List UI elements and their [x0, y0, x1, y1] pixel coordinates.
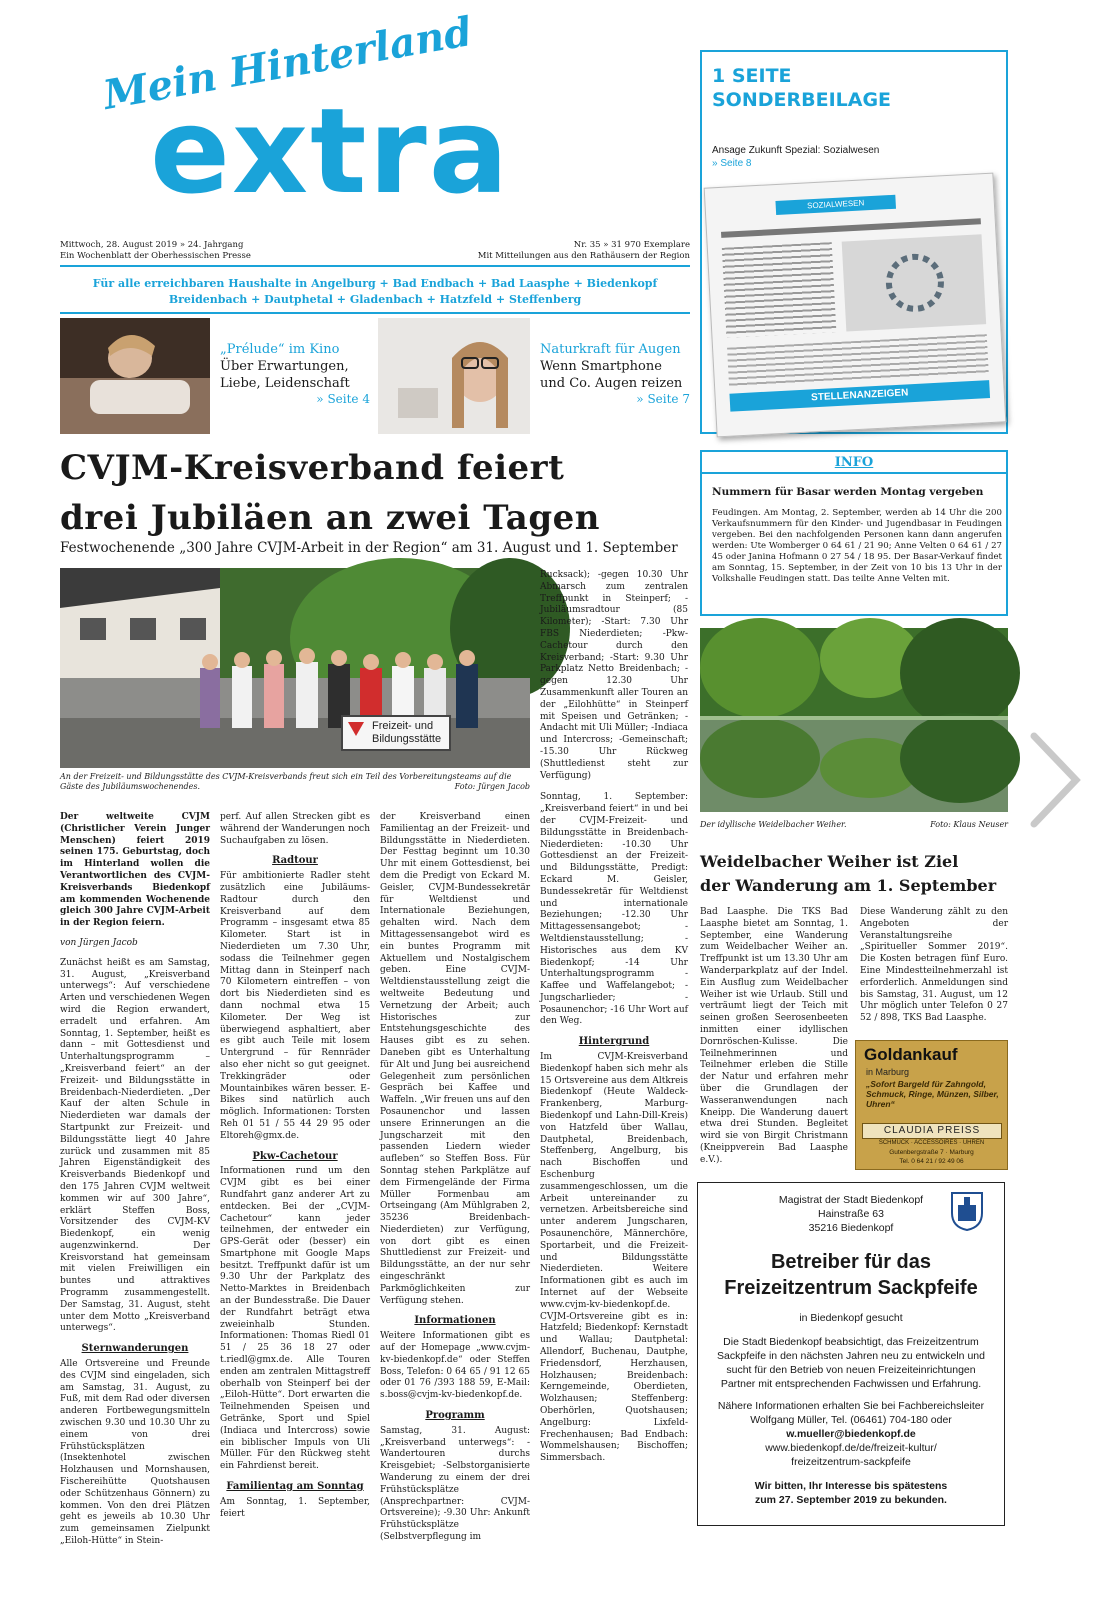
- body-paragraph: Informationen rund um den CVJM gibt es bei einer Rundfahrt ganz anderer Art zu entdecken. Bei der „CVJM-Cachetour“ kann jeder teilnehmen, der entweder ein GPS-Gerät oder (besser) ein Smartphone mit Google Maps besitzt. Treffpunkt dafür ist um 9.30 Uhr der Parkplatz des Netto-Marktes in Breidenbach an der Bundesstraße. Die Dauer der Rundfahrt beträgt etwa zweieinhalb Stunden. Informationen: Thomas Riedl 01 51 / 25 36 18 27 oder t.riedl@gmx.de. Alle Touren enden am zentralen Mittagstreff oberhalb von Steinperf bei der „Eiloh-Hütte“. Dort erwarten die Teilnehmenden Speisen und Getränke, Sport und Spiel (Indiaca und Intercross) sowie ein biblischer Impuls von Uli Müller. Für den Rückweg steht ein Fahrdienst bereit.: [220, 1166, 370, 1472]
- goldankauf-ad[interactable]: [855, 1040, 1008, 1170]
- lead-paragraph: Der weltweite CVJM (Christlicher Verein Junger Menschen) feiert 2019 seinen 175. Geburtstag, doch im Hinterland wollen die Verantwortlichen des CVJM-Kreisverbands Biedenkopf am kommenden Wochenende gleich 300 Jahre CVJM-Arbeit in der Region feiern.: [60, 812, 210, 929]
- region-line-2: Breidenbach + Dautphetal + Gladenbach + Hatzfeld + Steffenberg: [168, 293, 582, 306]
- paper-subtitle: Ein Wochenblatt der Oberhessischen Presse: [60, 251, 251, 261]
- section-heading: Programm: [425, 1410, 485, 1422]
- section-heading: Informationen: [414, 1315, 496, 1327]
- teaser-title: Wenn Smartphone und Co. Augen reizen: [540, 359, 683, 391]
- teaser-link[interactable]: » Seite 4: [316, 392, 370, 406]
- weiher-photo-image: [700, 628, 1008, 812]
- info-heading: Nummern für Basar werden Montag vergeben: [712, 486, 984, 498]
- section-heading: Radtour: [272, 855, 318, 867]
- info-body: Feudingen. Am Montag, 2. September, werden ab 14 Uhr die 200 Verkaufsnummern für den Kinder- und Jugendbasar in Feudingen vergeben. Bei den nachfolgenden Personen kann dann angerufen werden: Ute Womberger 0 64 61 / 21 90; Anne Velten 0 64 61 / 27 45 oder Janina Hofmann 0 27 54 / 18 95. Der Basar-Verkauf findet am Sonntag, 15. September, in der Zeit von 10 bis 13 Uhr in der Volkshalle Feudingen statt. Das teilte Anne Velten mit.: [712, 508, 1002, 584]
- photo-credit: Foto: Jürgen Jacob: [454, 782, 530, 791]
- ad-url-1[interactable]: www.biedenkopf.de/de/freizeit-kultur/: [765, 1442, 937, 1454]
- sb-title-1: 1 SEITE: [712, 65, 792, 87]
- sb-text: Ansage Zukunft Spezial: Sozialwesen: [712, 145, 880, 156]
- section-heading: Pkw-Cachetour: [252, 1150, 338, 1162]
- ad-contact-1: Nähere Informationen erhalten Sie bei Fachbereichsleiter: [717, 1400, 985, 1412]
- teaser-eyes[interactable]: [540, 342, 690, 406]
- gold-sub: in Marburg: [866, 1067, 910, 1077]
- cinema-photo: [60, 318, 210, 434]
- supplement-thumbnail: [704, 173, 1007, 438]
- ad-email[interactable]: w.mueller@biedenkopf.de: [786, 1428, 916, 1440]
- info-label: INFO: [702, 452, 1006, 474]
- body-paragraph: perf. Auf allen Strecken gibt es während der Wanderungen noch Suchaufgaben zu lösen.: [220, 812, 370, 846]
- weiher-caption-text: Der idyllische Weidelbacher Weiher.: [700, 820, 847, 829]
- caption-text: An der Freizeit- und Bildungsstätte des CVJM-Kreisverbands freut sich ein Teil des Vorbereitungsteams auf die Gäste des Jubiläumswochenendes.: [60, 772, 512, 791]
- coat-of-arms-icon: [950, 1191, 984, 1231]
- teaser-kicker: „Prélude“ im Kino: [220, 342, 340, 357]
- ad-street: Hainstraße 63: [818, 1208, 884, 1220]
- body-paragraph: Alle Ortsvereine und Freunde des CVJM sind eingeladen, sich am Samstag, 31. August, zu Fuß, mit dem Rad oder diversen anderen Fortbewegungsmitteln zwischen 9.30 und 10.30 Uhr zu einem von drei Frühstücksplätzen (Insektenhotel zwischen Holzhausen und Mornshausen, Fischereihütte Quotshausen oder Schützenhaus Gönnern) zu kommen. Von den drei Plätzen geht es jeweils ab 10.30 Uhr zum gemeinsamen Zielpunkt „Eiloh-Hütte“ in Stein-: [60, 1359, 210, 1547]
- gold-title: Goldankauf: [864, 1045, 958, 1064]
- sb-link[interactable]: » Seite 8: [712, 158, 752, 169]
- group-photo-image: [60, 568, 530, 768]
- ad-contact-2: Wolfgang Müller, Tel. (06461) 704-180 oder: [750, 1414, 952, 1426]
- teaser-link[interactable]: » Seite 7: [636, 392, 690, 406]
- article-subheadline: Festwochenende „300 Jahre CVJM-Arbeit in der Region“ am 31. August und 1. September: [60, 540, 678, 556]
- gold-phone: Tel. 0 64 21 / 92 49 06: [899, 1158, 964, 1165]
- eyes-photo: [378, 318, 530, 434]
- gold-address: Gutenbergstraße 7 · Marburg: [889, 1149, 974, 1156]
- body-paragraph: Samstag, 31. August: „Kreisverband unterwegs“: -Wandertouren durchs Kreisgebiet; -Selbstorganisierte Wanderung zu einem der drei Frühstücksplätze (Ansprechpartner: CVJM-Ortsvereine); -9.30 Uhr: Ankunft Frühstücksplätze (Selbstverpflegung im: [380, 1425, 530, 1543]
- photo-sign: Freizeit- und Bildungsstätte: [372, 720, 442, 745]
- ad-title-2: Freizeitzentrum Sackpfeife: [724, 1277, 978, 1299]
- divider: [60, 312, 690, 314]
- ad-sub: in Biedenkopf gesucht: [799, 1312, 903, 1324]
- body-paragraph: Zunächst heißt es am Samstag, 31. August, „Kreisverband unterwegs“: Auf verschiedene Arten und verschiedenen Wegen wird die Region erwandert, erradelt und erfahren. Am Sonntag, 1. September, heißt es dann – mit Gottesdienst und Unterhaltungsprogramm – „Kreisverband feiert“ an der Freizeit- und Bildungsstätte in Breidenbach-Niederdieten. „Der Kauf der alten Schule in Niederdieten war damals der Startpunkt zur Freizeit- und Bildungsstätte liegt 40 Jahre zurück und zusammen mit 85 Jahren Eigenständigkeit des Kreisverbands Biedenkopf und den 175 Jahren CVJM weltweit kommen wir auf 300 Jahre“, erklärt Steffen Boss, Vorsitzender des CVJM-KV Biedenkopf, ein wenig augenzwinkernd. Der Kreisvorstand hat gemeinsam mit vielen Freiwilligen ein buntes und attraktives Programm zusammengestellt. Der Samstag, 31. August, steht unter dem Motto „Kreisverband unterwegs“.: [60, 957, 210, 1334]
- chevron-right-icon[interactable]: [1026, 730, 1086, 830]
- thumb-graphic: [858, 245, 972, 321]
- article-column-2: [220, 812, 370, 1524]
- headline-line-1: CVJM-Kreisverband feiert: [60, 448, 565, 488]
- sb-title-2: SONDERBEILAGE: [712, 89, 892, 111]
- article-column-3: [380, 812, 530, 1543]
- section-heading: Sternwanderungen: [81, 1343, 189, 1355]
- body-paragraph: Für ambitionierte Radler steht zusätzlich eine Jubiläums-Radtour durch den Kreisverband auf dem Programm – insgesamt etwa 85 Kilometer. Start ist in Niederdieten um 7.30 Uhr, sodass die Teilnehmer gegen Mittag dann in Steinperf nach 70 Kilometern eintreffen – von dort bis Niederdieten sind es dann nochmal etwa 15 Kilometer. Der Weg ist überwiegend asphaltiert, aber es gibt auch Teile mit losem Untergrund – für Rennräder also eher nicht so gut geeignet. Trekkingräder oder Mountainbikes wären besser. E-Bikes sind natürlich auch möglich. Informationen: Torsten Reh 01 51 / 55 44 29 95 oder Eltoreh@gmx.de.: [220, 871, 370, 1141]
- body-paragraph: Im CVJM-Kreisverband Biedenkopf haben sich mehr als 15 Ortsvereine aus dem Altkreis Biedenkopf (Heute Waldeck-Frankenberg, Marburg-Biedenkopf und Lahn-Dill-Kreis) von Hatzfeld über Wallau, Dautphetal, Breidenbach, Steffenberg, Angelburg, bis nach Bischoffen und Eschenburg zusammengeschlossen, um die Arbeit untereinander zu vernetzen. Arbeitsbereiche sind unter anderem Jungscharen, Posaunenchöre, Männerchöre, Sportarbeit, und die Freizeit- und Bildungsstätte Niederdieten. Weitere Informationen gibt es auch im Internet auf der Webseite www.cvjm-kv-biedenkopf.de. CVJM-Ortsvereine gibt es in: Hatzfeld; Biedenkopf: Kernstadt und Wallau; Dautphetal: Allendorf, Buchenau, Dautphe, Friedensdorf, Herzhausen, Holzhausen; Breidenbach: Kerngemeinde, Oberdieten, Wolzhausen; Steffenberg: Oberhörlen, Quotshausen; Angelburg: Lixfeld-Frechenhausen; Bad Endbach: Wommelshausen; Bischoffen; Simmersbach.: [540, 1052, 688, 1464]
- region-line-1: Für alle erreichbaren Haushalte in Angelburg + Bad Endbach + Bad Laasphe + Biedenkopf: [92, 277, 658, 290]
- ad-body: Die Stadt Biedenkopf beabsichtigt, das Freizeitzentrum Sackpfeife in den nächsten Jahren neu zu entwickeln und sucht für den Betrieb von neuen Freizeiteinrichtungen Partner mit entsprechenden Fachwissen und Erfahrung.: [717, 1336, 985, 1390]
- masthead-extra: extra: [150, 82, 511, 220]
- weiher-column-1: Bad Laasphe. Die TKS Bad Laasphe bietet am Sonntag, 1. September, eine Wanderung zum Weidelbacher Weiher an. Treffpunkt ist um 13.30 Uhr am Wanderparkplatz auf der Indel. Ein Ausflug zum Weidelbacher Weiher ist wie Urlaub. Still und verträumt liegt der Teich mit seinen großen Seerosenbeeten inmitten einer idyllischen Dornröschen-Kulisse. Die Teilnehmerinnen und Teilnehmer erleben die Stille der Natur und erfahren mehr über die Grundlagen der Wasseranwendungen nach Kneipp. Die Wanderung dauert etwa drei Stunden. Begleitet wird sie von Birgit Christmann (Kneippverein Bad Laasphe e.V.).: [700, 907, 848, 1165]
- thumb-footer: STELLENANZEIGEN: [729, 380, 990, 412]
- weiher-headline-2: der Wanderung am 1. September: [700, 876, 997, 895]
- article-column-1: [60, 812, 210, 1547]
- sonderbeilage-box[interactable]: [700, 50, 1008, 434]
- gold-brand: CLAUDIA PREISS: [862, 1123, 1002, 1139]
- issue-note: Mit Mitteilungen aus den Rathäusern der Region: [477, 251, 690, 261]
- sackpfeife-ad[interactable]: [697, 1182, 1005, 1526]
- issue-number: Nr. 35 » 31 970 Exemplare: [573, 240, 690, 250]
- weiher-caption: [700, 820, 1008, 830]
- program-list: Rucksack); -gegen 10.30 Uhr Abmarsch zum zentralen Treffpunkt in Steinperf; -Jubiläumsradtour (85 Kilometer); -Start: 7.30 Uhr FBS Niederdieten; -Pkw-Cachetour durch den Kreisverband; -Start: 9.30 Uhr Parkplatz Netto Breidenbach; -gegen 12.30 Uhr Zusammenkunft aller Touren an der „Eilohhütte“ in Steinperf mit Speisen und Getränken; -Andacht mit Uli Müller; -Indiaca und Intercross; -Gemeinschaft; -15.30 Uhr Rückweg (Shuttledienst steht zur Verfügung): [540, 570, 688, 781]
- weiher-headline-1: Weidelbacher Weiher ist Ziel: [700, 852, 959, 871]
- weiher-photo: [700, 628, 1008, 812]
- teaser-cinema[interactable]: [220, 342, 370, 406]
- region-list: [60, 276, 690, 308]
- photo-caption: [60, 772, 530, 792]
- body-paragraph: der Kreisverband einen Familientag an der Freizeit- und Bildungsstätte in Niederdieten. Der Festtag beginnt um 10.30 Uhr mit einem Gottesdienst, bei dem die Predigt von Eckard M. Geisler, CVJM-Bundessekretär für Weltdienst und Internationale Beziehungen, gehalten wird. Nach dem Mittagessensangebot wird es ein buntes Programm mit Aktuellem und Nostalgischem geben. Eine CVJM-Weltdienstausstellung zeigt die weltweite Bedeutung und Vernetzung der Arbeit; auch Historisches zur Entstehungsgeschichte des Hauses gibt es zu sehen. Daneben gibt es Unterhaltung für Alt und Jung bei ausreichend Gelegenheit zum persönlichen Gespräch bei Kaffee und Waffeln. „Wir freuen uns auf den Posaunenchor und lassen unsere Erinnerungen an die Jungscharzeit mit den passenden Liedern wieder aufleben“ so Steffen Boss. Für Sonntag stehen Parkplätze auf dem Firmengelände der Firma Müller Formenbau am Ortseingang (Am Mühlgraben 2, 35236 Breidenbach-Niederdieten) zur Verfügung, von dort gibt es einen Shuttledienst zur Freizeit- und Bildungsstätte, an der nur sehr eingeschränkt Parkmöglichkeiten zur Verfügung stehen.: [380, 812, 530, 1306]
- teaser-kicker: Naturkraft für Augen: [540, 342, 681, 357]
- ad-deadline-2: zum 27. September 2019 zu bekunden.: [755, 1494, 947, 1506]
- teaser-image-eyes[interactable]: [378, 318, 530, 434]
- group-photo: [60, 568, 530, 768]
- headline-line-2: drei Jubiläen an zwei Tagen: [60, 498, 600, 538]
- teaser-image-cinema[interactable]: [60, 318, 210, 434]
- program-list-sunday: Sonntag, 1. September: „Kreisverband feiert“ in und bei der CVJM-Freizeit- und Bildungsstätte in Breidenbach-Niederdieten: -10.30 Uhr Gottesdienst an der Freizeit- und Bildungsstätte, Predigt: Eckard M. Geisler, Bundessekretär für Weltdienst und internationale Beziehungen; -12.30 Uhr Mittagessensangebot; -Weltdienstausstellung; -Historisches aus dem KV Biedenkopf; -14 Uhr Unterhaltungsprogramm -Kaffee und Waffelangebot; -Jungscharlieder; -Posaunenchor; -16 Uhr Wort auf den Weg.: [540, 792, 688, 1027]
- section-heading: Hintergrund: [578, 1036, 650, 1048]
- body-paragraph: Am Sonntag, 1. September, feiert: [220, 1496, 370, 1519]
- weiher-column-2: Diese Wanderung zählt zu den Angeboten der Veranstaltungsreihe „Spiritueller Sommer 2019“. Die Kosten betragen fünf Euro. Eine Mindestteilnehmerzahl ist erforderlich. Anmeldungen sind bis Samstag, 31. August, um 12 Uhr möglich unter Telefon 0 27 52 / 898, TKS Bad Laasphe.: [860, 907, 1008, 1024]
- gold-text: „Sofort Bargeld für Zahngold, Schmuck, Ringe, Münzen, Silber, Uhren“: [866, 1079, 999, 1109]
- body-paragraph: Weitere Informationen gibt es auf der Homepage „www.cvjm-kv-biedenkopf.de“ oder Steffen Boss, Telefon: 0 64 65 / 91 12 65 oder 01 76 /393 188 59, E-Mail: s.boss@cvjm-kv-biedenkopf.de.: [380, 1331, 530, 1401]
- divider: [60, 265, 690, 267]
- teaser-title: Über Erwartungen, Liebe, Leidenschaft: [220, 359, 350, 391]
- info-box: [700, 450, 1008, 616]
- ad-url-2[interactable]: freizeitzentrum-sackpfeife: [791, 1456, 911, 1468]
- byline: von Jürgen Jacob: [60, 937, 138, 948]
- gold-brand-sub: SCHMUCK · ACCESSOIRES · UHREN: [878, 1140, 985, 1146]
- weiher-headline: [700, 850, 1008, 898]
- ad-city: 35216 Biedenkopf: [808, 1222, 894, 1234]
- issue-info: [420, 240, 690, 262]
- thumb-label: SOZIALWESEN: [775, 195, 896, 215]
- weiher-credit: Foto: Klaus Neuser: [930, 820, 1008, 829]
- issue-date: [60, 240, 360, 262]
- ad-org: Magistrat der Stadt Biedenkopf: [778, 1194, 924, 1206]
- ad-deadline-1: Wir bitten, Ihr Interesse bis spätestens: [754, 1480, 948, 1492]
- article-column-4: [540, 570, 688, 1524]
- masthead-mein: Mein Hinterland: [99, 7, 476, 119]
- date-text: Mittwoch, 28. August 2019 » 24. Jahrgang: [60, 240, 244, 250]
- section-heading: Familientag am Sonntag: [226, 1481, 364, 1493]
- ad-title-1: Betreiber für das: [770, 1251, 932, 1273]
